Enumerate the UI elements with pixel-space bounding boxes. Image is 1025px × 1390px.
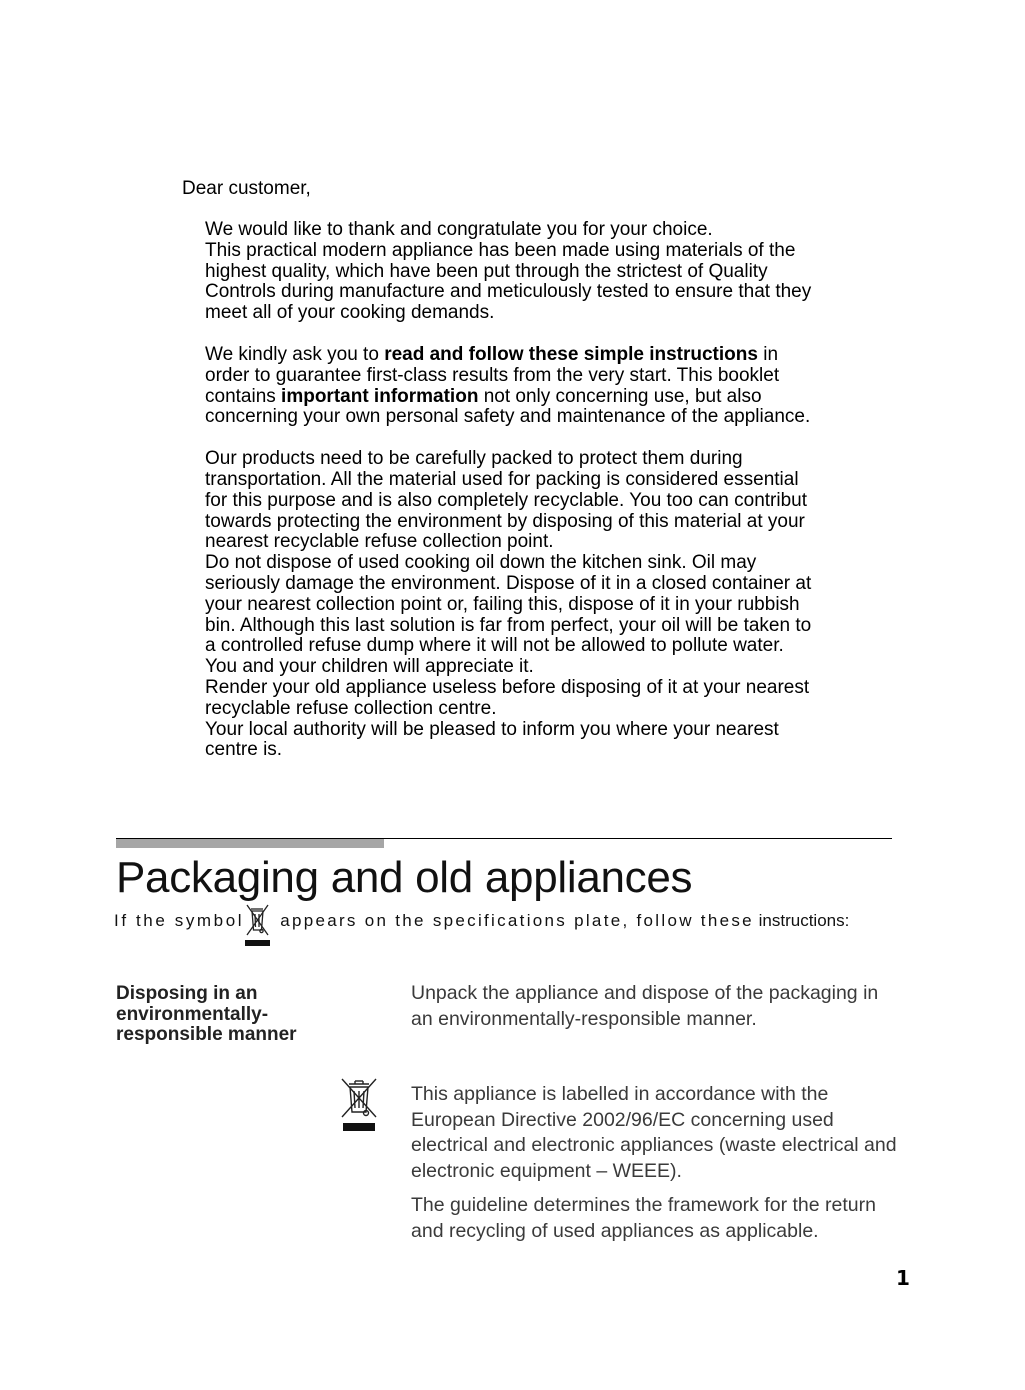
symbol-text-after: appears on the specifications plate, follow these bbox=[280, 911, 754, 930]
page-number: 1 bbox=[896, 1266, 910, 1290]
letter-body bbox=[205, 220, 820, 782]
weee-label-text: This appliance is labelled in accordance with the European Directive 2002/96/EC concerning used electrical and electronic appliances (waste electrical and electronic equipment – WEEE). bbox=[411, 1083, 897, 1182]
crossed-out-bin-icon bbox=[242, 903, 272, 949]
unpack-text: Unpack the appliance and dispose of the packaging in an environmentally-responsible manner. bbox=[411, 982, 879, 1030]
letter-greeting: Dear customer, bbox=[182, 178, 311, 199]
letter-paragraph-thanks bbox=[205, 220, 820, 324]
guideline-text: The guideline determines the framework for the return and recycling of used appliances as applicable. bbox=[411, 1194, 876, 1242]
disposal-side-heading: Disposing in an environmentally-responsible manner bbox=[116, 983, 297, 1045]
instructions-emphasis: read and follow these simple instructions bbox=[384, 343, 758, 365]
letter-thanks-line: We would like to thank and congratulate you for your choice. bbox=[205, 219, 713, 240]
important-info-emphasis: important information bbox=[281, 385, 479, 407]
weee-bin-icon bbox=[339, 1076, 379, 1134]
instructions-text-2: in order to guarantee first-class results from the very start. This booklet contains bbox=[205, 343, 780, 407]
cooking-oil-text: Do not dispose of used cooking oil down the kitchen sink. Oil may seriously damage the environment. Dispose of it in a closed container at your nearest collection point or, failing this, dispose of it in your rubbish bin. Although this last solution is far from perfect, your oil will be taken to a controlled refuse dump where it will not be allowed to pollute water. You and your children will appreciate it. bbox=[205, 552, 812, 678]
letter-quality-text: This practical modern appliance has been made using materials of the highest quality, which have been put through the strictest of Quality Controls during manufacture and meticulously tested to ensure that they meet all of your cooking demands. bbox=[205, 239, 812, 324]
letter-paragraph-environment bbox=[205, 449, 820, 761]
letter-paragraph-instructions bbox=[205, 345, 820, 428]
symbol-text-instructions: instructions: bbox=[758, 911, 850, 930]
packing-text: Our products need to be carefully packed to protect them during transportation. All the material used for packing is considered essential for this purpose and is also completely recyclable. You too can contribut towards protecting the environment by disposing of this material at your nearest recyclable refuse collection point. bbox=[205, 448, 808, 553]
instructions-text-3: not only concerning use, but also concerning your own personal safety and maintenance of the appliance. bbox=[205, 385, 811, 428]
section-title: Packaging and old appliances bbox=[116, 853, 693, 902]
instructions-text-1: We kindly ask you to bbox=[205, 343, 385, 365]
symbol-instruction-line bbox=[114, 910, 849, 932]
section-accent-bar bbox=[116, 839, 384, 848]
symbol-text-before: If the symbol bbox=[114, 911, 245, 930]
old-appliance-text: Render your old appliance useless before disposing of it at your nearest recyclable refuse collection centre. bbox=[205, 676, 810, 719]
local-authority-text: Your local authority will be pleased to inform you where your nearest centre is. bbox=[205, 718, 779, 761]
